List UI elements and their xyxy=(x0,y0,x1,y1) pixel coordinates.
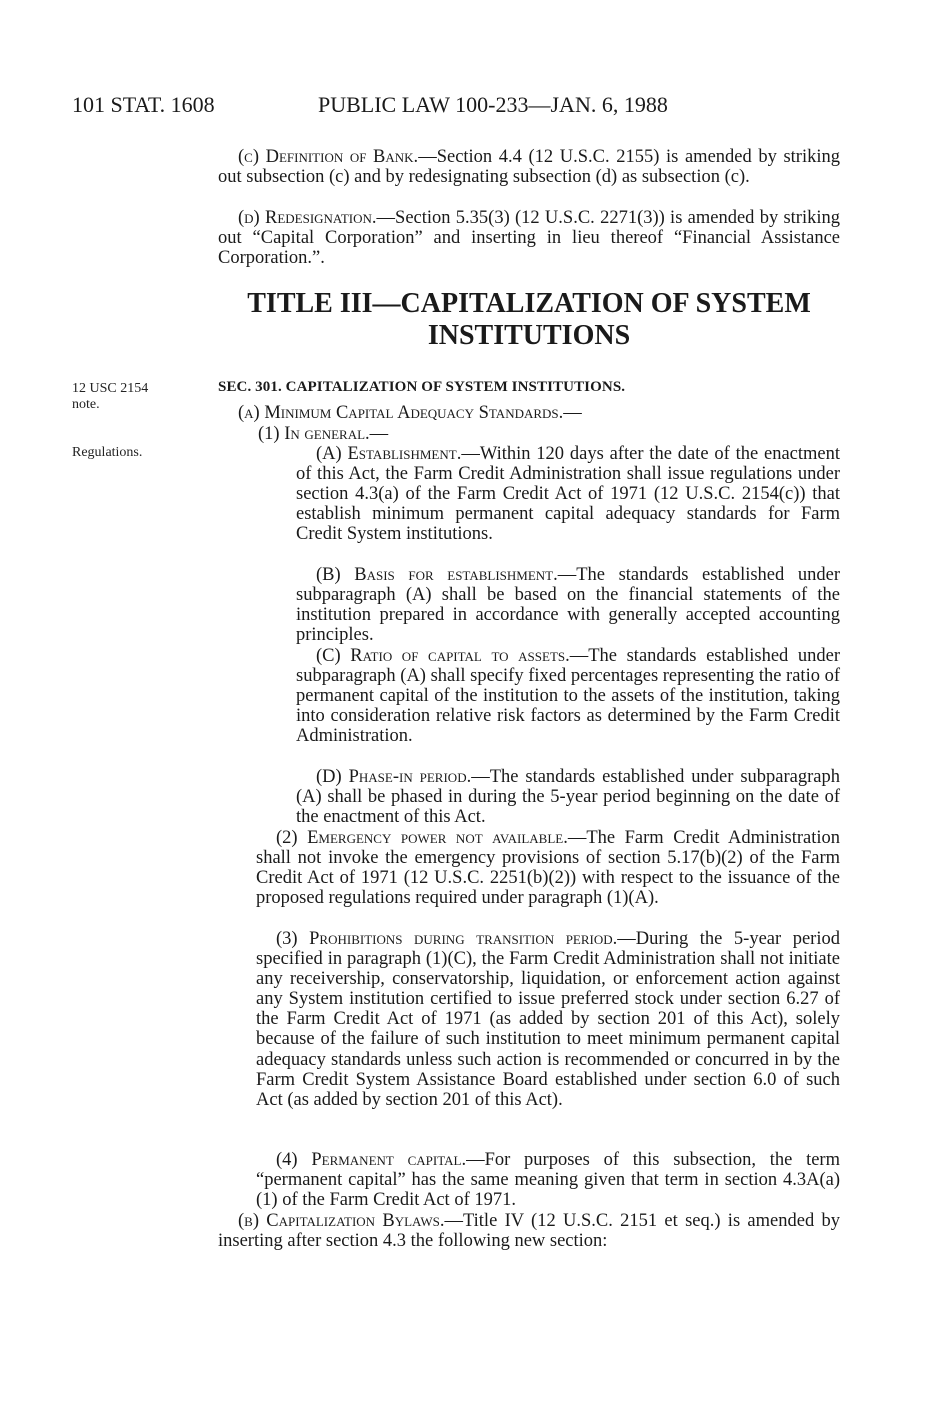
subsection-b-heading: (b) Capitalization Bylaws. xyxy=(238,1211,445,1231)
paragraph-a3 xyxy=(256,929,840,1110)
paragraph-c-heading: (c) Definition of Bank. xyxy=(238,147,419,167)
subparagraph-B-text: —The standards established under subparagraph (A) shall be based on the financial statements of the institution prepared in accordance with generally accepted accounting principles. xyxy=(296,565,840,646)
paragraph-a1-dash: — xyxy=(369,424,389,444)
paragraph-d xyxy=(218,208,840,268)
paragraph-a1-heading: (1) In general. xyxy=(258,424,370,444)
title-line-2: INSTITUTIONS xyxy=(427,320,631,351)
subparagraph-A-text: —Within 120 days after the date of the enactment of this Act, the Farm Credit Administration shall issue regulations under section 4.3(a) of the Farm Credit Act of 1971 (12 U.S.C. 2154(c)) that establish minimum permanent capital adequacy standards for Farm Credit System institutions. xyxy=(296,444,841,545)
paragraph-d-text: —Section 5.35(3) (12 U.S.C. 2271(3)) is amended by striking out “Capital Corporation” and inserting in lieu thereof “Financial Assistance Corporation.”. xyxy=(218,208,840,269)
section-heading: SEC. 301. CAPITALIZATION OF SYSTEM INSTITUTIONS. xyxy=(218,379,626,395)
subparagraph-A xyxy=(296,444,840,544)
subparagraph-D-heading: (D) Phase-in period. xyxy=(316,767,472,787)
paragraph-a3-heading: (3) Prohibitions during transition period. xyxy=(276,929,618,949)
paragraph-c-text: —Section 4.4 (12 U.S.C. 2155) is amended by striking out subsection (c) and by redesignating subsection (d) as subsection (c). xyxy=(218,147,840,188)
subparagraph-D xyxy=(296,767,840,827)
subparagraph-B xyxy=(296,565,840,645)
paragraph-a3-text: —During the 5-year period specified in paragraph (1)(C), the Farm Credit Administration shall not initiate any receivership, conservatorship, liquidation, or enforcement action against any System institution certified to issue preferred stock under section 6.27 of the Farm Credit Act of 1971 (as added by section 201 of this Act), solely because of the failure of such institution to meet minimum permanent capital adequacy standards unless such action is recommended or concurred in by the Farm Credit System Assistance Board established under section 6.0 of such Act (as added by section 201 of this Act). xyxy=(256,929,840,1110)
running-head: PUBLIC LAW 100-233—JAN. 6, 1988 xyxy=(318,92,668,117)
page-citation: 101 STAT. 1608 xyxy=(72,92,215,117)
paragraph-a4-heading: (4) Permanent capital. xyxy=(276,1150,467,1170)
subparagraph-C-text: —The standards established under subparagraph (A) shall specify fixed percentages representing the ratio of permanent capital of the institution to the assets of the institution, taking into consideration relative risk factors as determined by the Farm Credit Administration. xyxy=(296,646,841,747)
margin-note-usc: 12 USC 2154 xyxy=(72,381,149,396)
margin-note-note: note. xyxy=(72,397,100,412)
paragraph-a2 xyxy=(256,828,840,908)
subsection-a xyxy=(238,403,840,423)
paragraph-a2-heading: (2) Emergency power not available. xyxy=(276,828,568,848)
paragraph-d-heading: (d) Redesignation. xyxy=(238,208,377,228)
subparagraph-D-text: —The standards established under subparagraph (A) shall be phased in during the 5-year period beginning on the date of the enactment of this Act. xyxy=(296,767,840,828)
subsection-a-heading: (a) Minimum Capital Adequacy Standards. xyxy=(238,403,564,423)
subsection-b xyxy=(218,1211,840,1251)
title-heading xyxy=(218,288,840,352)
subsection-a-dash: — xyxy=(563,403,582,423)
paragraph-a1 xyxy=(258,424,840,444)
paragraph-a4 xyxy=(256,1150,840,1210)
subsection-b-text: —Title IV (12 U.S.C. 2151 et seq.) is amended by inserting after section 4.3 the following new section: xyxy=(218,1211,840,1252)
paragraph-a2-text: —The Farm Credit Administration shall not invoke the emergency provisions of section 5.17(b)(2) of the Farm Credit Act of 1971 (12 U.S.C. 2251(b)(2)) with respect to the issuance of the proposed regulations required under paragraph (1)(A). xyxy=(256,828,840,909)
subparagraph-A-heading: (A) Establishment. xyxy=(316,444,462,464)
title-line-1: TITLE III—CAPITALIZATION OF SYSTEM xyxy=(247,288,811,319)
subparagraph-C xyxy=(296,646,840,746)
paragraph-c xyxy=(218,147,840,187)
subparagraph-C-heading: (C) Ratio of capital to assets. xyxy=(316,646,570,666)
margin-note-regulations: Regulations. xyxy=(72,445,143,460)
paragraph-a4-text: —For purposes of this subsection, the term “permanent capital” has the same meaning given that term in section 4.3A(a)(1) of the Farm Credit Act of 1971. xyxy=(256,1150,840,1211)
subparagraph-B-heading: (B) Basis for establishment. xyxy=(316,565,558,585)
